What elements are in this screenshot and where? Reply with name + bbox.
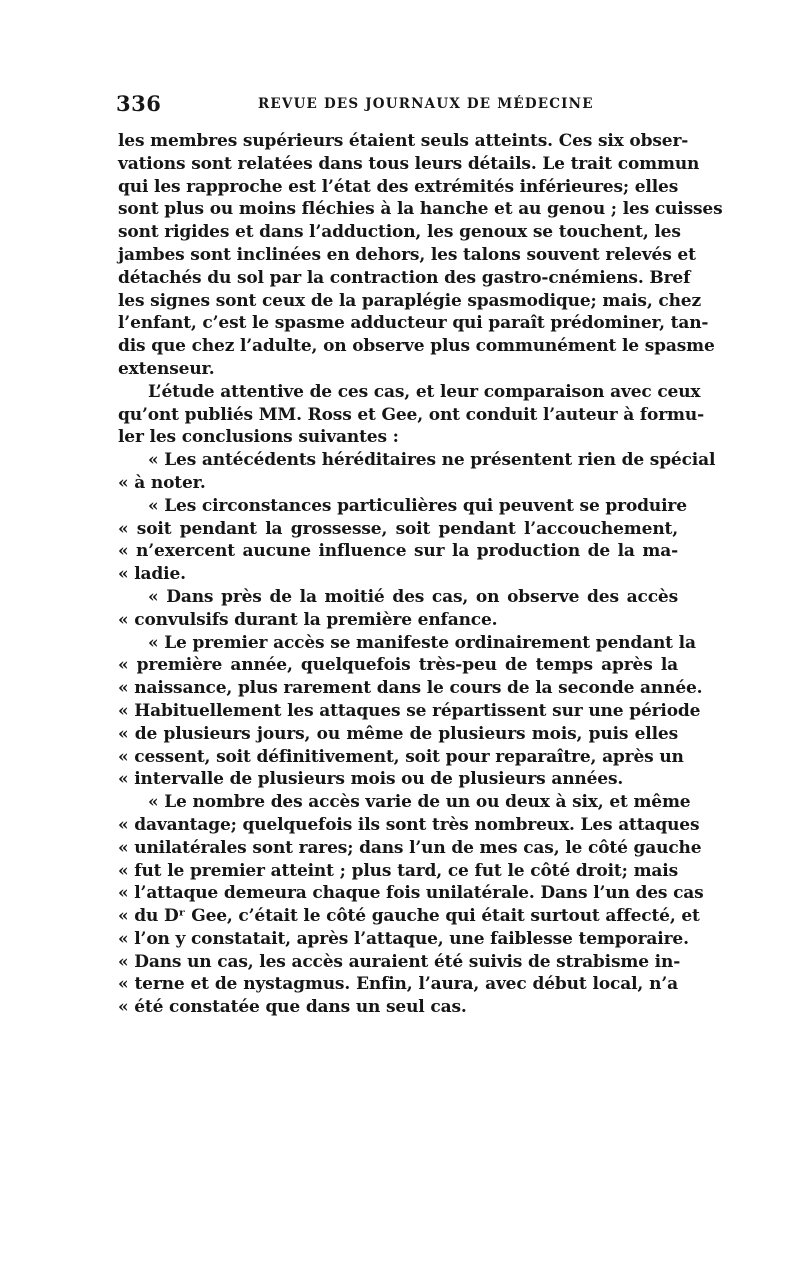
text-line: « unilatérales sont rares; dans l’un de mes cas, le côté gauche (118, 837, 702, 858)
text-line: extenseur. (118, 358, 215, 379)
text-line: « davantage; quelquefois ils sont très nombreux. Les attaques (118, 814, 700, 835)
text-line: « Les antécédents héréditaires ne présentent rien de spécial (148, 450, 716, 471)
text-line: « ladie. (118, 564, 186, 585)
text-line: qu’ont publiés MM. Ross et Gee, ont conduit l’auteur à formu- (118, 404, 705, 425)
text-line: ler les conclusions suivantes : (118, 427, 399, 448)
text-line: « Le premier accès se manifeste ordinairement pendant la (148, 632, 696, 653)
text-line: « intervalle de plusieurs mois ou de plusieurs années. (118, 769, 624, 790)
text-line: « de plusieurs jours, ou même de plusieurs mois, puis elles (118, 723, 678, 744)
text-line: « à noter. (118, 472, 206, 493)
text-line: l’enfant, c’est le spasme adducteur qui paraît prédominer, tan- (118, 313, 709, 334)
text-line: « du Dʳ Gee, c’était le côté gauche qui était surtout affecté, et (118, 906, 700, 927)
text-line: dis que chez l’adulte, on observe plus communément le spasme (118, 336, 715, 357)
text-line: « Le nombre des accès varie de un ou deux à six, et même (148, 792, 691, 813)
text-line: « soit pendant la grossesse, soit pendant l’accouchement, (118, 518, 678, 539)
text-line: « Les circonstances particulières qui peuvent se produire (148, 495, 687, 516)
text-line: « convulsifs durant la première enfance. (118, 609, 498, 630)
text-line: détachés du sol par la contraction des gastro-cnémiens. Bref (118, 267, 691, 288)
text-line: vations sont relatées dans tous leurs détails. Le trait commun (118, 153, 700, 174)
text-line: « l’on y constatait, après l’attaque, une faiblesse temporaire. (118, 928, 689, 949)
page-header (116, 91, 678, 121)
text-line: sont rigides et dans l’adduction, les genoux se touchent, les (118, 222, 681, 243)
text-line: « fut le premier atteint ; plus tard, ce fut le côté droit; mais (118, 860, 678, 881)
text-line: les membres supérieurs étaient seuls atteints. Ces six obser- (118, 131, 689, 151)
text-line: « Dans un cas, les accès auraient été suivis de strabisme in- (118, 951, 681, 972)
text-line: sont plus ou moins fléchies à la hanche et au genou ; les cuisses (118, 199, 723, 220)
text-line: jambes sont inclinées en dehors, les talons souvent relevés et (118, 244, 696, 265)
text-line: qui les rapproche est l’état des extrémités inférieures; elles (118, 176, 679, 197)
text-line: « cessent, soit définitivement, soit pour reparaître, après un (118, 746, 684, 767)
text-line: « l’attaque demeura chaque fois unilatérale. Dans l’un des cas (118, 883, 704, 904)
text-line: « n’exercent aucune influence sur la production de la ma- (118, 541, 678, 562)
body-text (118, 130, 723, 1019)
page-number: 336 (116, 91, 162, 116)
text-line: « naissance, plus rarement dans le cours de la seconde année. (118, 678, 703, 699)
text-line: L’étude attentive de ces cas, et leur comparaison avec ceux (148, 381, 701, 402)
text-line: « Dans près de la moitié des cas, on observe des accès (148, 586, 678, 607)
text-line: « première année, quelquefois très-peu de temps après la (118, 655, 678, 676)
text-line: « été constatée que dans un seul cas. (118, 997, 467, 1018)
text-line: « Habituellement les attaques se répartissent sur une période (118, 700, 701, 721)
running-head: REVUE DES JOURNAUX DE MÉDECINE (258, 96, 594, 112)
text-line: les signes sont ceux de la paraplégie spasmodique; mais, chez (118, 290, 701, 311)
text-line: « terne et de nystagmus. Enfin, l’aura, avec début local, n’a (118, 974, 678, 995)
